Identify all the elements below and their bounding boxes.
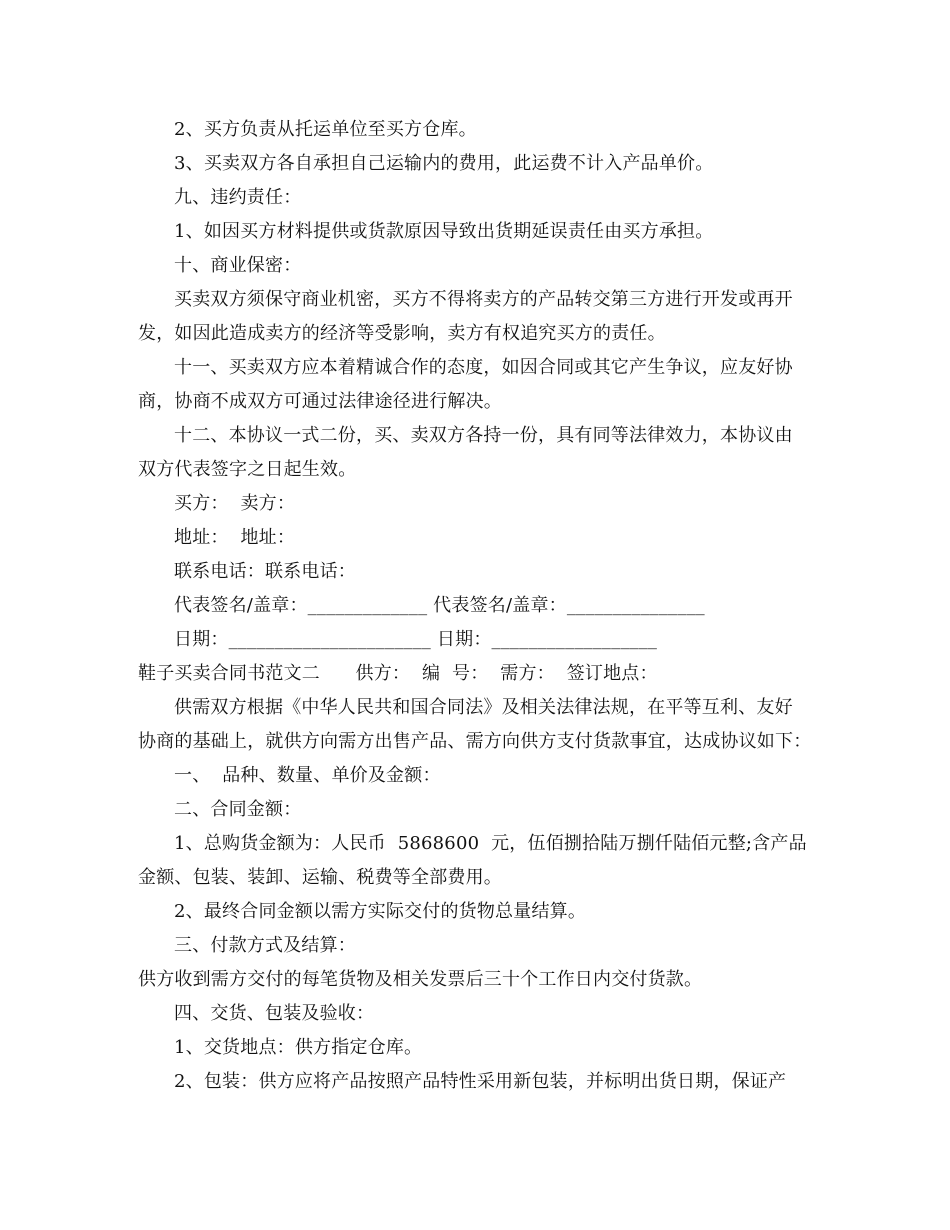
section-heading: 二、合同金额： xyxy=(174,799,302,820)
text-line: 供需双方根据《中华人民共和国合同法》及相关法律法规，在平等互利、友好 xyxy=(174,697,793,718)
text-line: 协商的基础上，就供方向需方出售产品、需方向供方支付货款事宜，达成协议如下： xyxy=(138,731,812,752)
text-line: 十二、本协议一式二份，买、卖双方各持一份，具有同等法律效力，本协议由 xyxy=(174,425,793,446)
text-line: 供方收到需方交付的每笔货物及相关发票后三十个工作日内交付货款。 xyxy=(138,969,703,990)
section-heading: 九、违约责任： xyxy=(174,187,302,208)
signature-date-lines: 日期：______________________ 日期：__________________ xyxy=(174,629,658,650)
section-heading: 四、交货、包装及验收： xyxy=(174,1003,375,1024)
text-line: 2、最终合同金额以需方实际交付的货物总量结算。 xyxy=(174,901,587,922)
text-line: 金额、包装、装卸、运输、税费等全部费用。 xyxy=(138,867,502,888)
text-line: 1、如因买方材料提供或货款原因导致出货期延误责任由买方承担。 xyxy=(174,221,714,242)
text-line: 十一、买卖双方应本着精诚合作的态度，如因合同或其它产生争议，应友好协 xyxy=(174,357,793,378)
section-title: 鞋子买卖合同书范文二 供方： 编 号： 需方： 签订地点： xyxy=(138,663,658,684)
text-line: 买卖双方须保守商业机密，买方不得将卖方的产品转交第三方进行开发或再开 xyxy=(174,289,793,310)
signature-party-labels: 买方： 卖方： xyxy=(174,493,296,514)
text-line: 1、交货地点：供方指定仓库。 xyxy=(174,1037,423,1058)
text-line: 发，如因此造成卖方的经济等受影响，卖方有权追究买方的责任。 xyxy=(138,323,666,344)
text-line: 双方代表签字之日起生效。 xyxy=(138,459,357,480)
signature-sign-lines: 代表签名/盖章：_____________ 代表签名/盖章：_______________ xyxy=(174,595,705,616)
text-line: 2、买方负责从托运单位至买方仓库。 xyxy=(174,119,477,140)
section-heading: 三、付款方式及结算： xyxy=(174,935,356,956)
section-heading: 十、商业保密： xyxy=(174,255,302,276)
text-line: 3、买卖双方各自承担自己运输内的费用，此运费不计入产品单价。 xyxy=(174,153,714,174)
signature-phone-labels: 联系电话：联系电话： xyxy=(174,561,356,582)
text-line: 2、包装：供方应将产品按照产品特性采用新包装，并标明出货日期，保证产 xyxy=(174,1071,787,1092)
section-heading: 一、 品种、数量、单价及金额： xyxy=(174,765,441,786)
text-line: 商，协商不成双方可通过法律途径进行解决。 xyxy=(138,391,502,412)
signature-address-labels: 地址： 地址： xyxy=(174,527,296,548)
text-line: 1、总购货金额为：人民币 5868600 元，伍佰捌拾陆万捌仟陆佰元整;含产品 xyxy=(174,833,807,854)
